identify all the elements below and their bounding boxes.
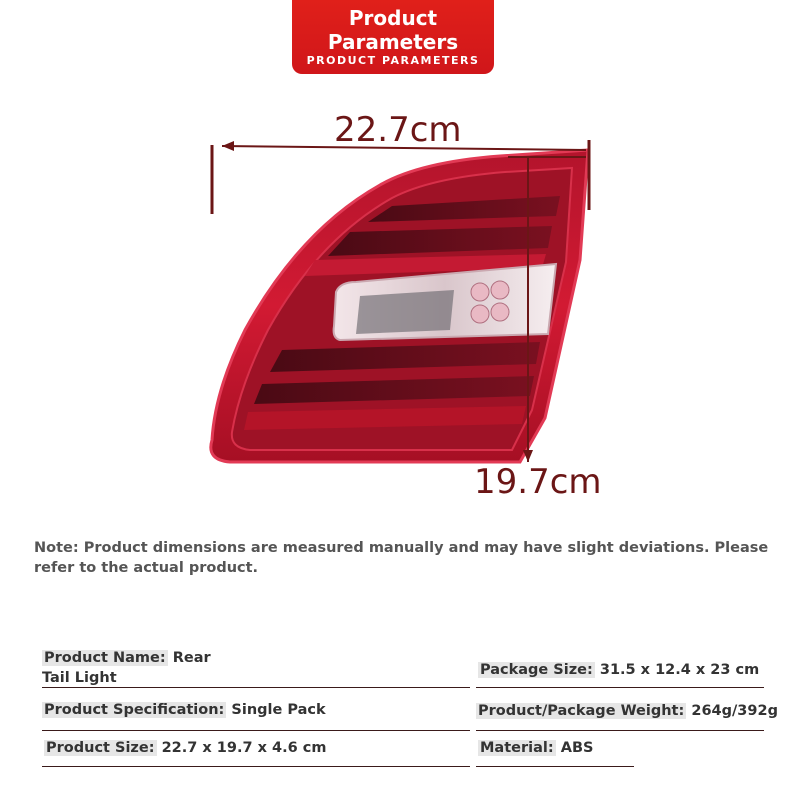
row-divider	[476, 766, 634, 767]
spec-product-size	[44, 738, 326, 758]
row-divider	[42, 766, 470, 767]
spec-label: Package Size:	[480, 662, 593, 678]
row-divider	[476, 687, 764, 688]
led-dot	[491, 281, 509, 299]
spec-label: Product/Package Weight:	[478, 703, 685, 719]
banner-title-line1: Product	[348, 6, 438, 30]
spec-product-name	[42, 648, 212, 688]
spec-material	[478, 738, 593, 758]
row-divider	[42, 730, 470, 731]
spec-value: ABS	[560, 740, 594, 756]
spec-value: Single Pack	[231, 702, 326, 718]
dimension-height-label: 19.7cm	[474, 462, 602, 502]
spec-value: 264g/392g	[691, 703, 778, 719]
banner-title-line2: Parameters	[327, 30, 459, 54]
spec-value: Rear Tail Light	[42, 650, 211, 686]
measurement-note: Note: Product dimensions are measured manually and may have slight deviations. Please refer to the actual product.	[34, 540, 769, 576]
led-dot	[491, 303, 509, 321]
spec-label: Material:	[480, 740, 554, 756]
spec-value: 31.5 x 12.4 x 23 cm	[599, 662, 760, 678]
spec-label: Product Size:	[46, 740, 155, 756]
spec-label: Product Name:	[44, 650, 166, 666]
specs-table	[0, 640, 800, 800]
rear-tail-light-image	[190, 100, 620, 520]
dimension-width-label: 22.7cm	[334, 110, 462, 150]
header-banner	[292, 0, 494, 74]
led-dot	[471, 305, 489, 323]
row-divider	[42, 687, 470, 688]
arrow-head-icon	[222, 141, 234, 151]
spec-weight	[476, 701, 778, 721]
banner-subtitle: PRODUCT PARAMETERS	[306, 54, 480, 67]
spec-package-size	[478, 660, 759, 680]
row-divider	[476, 730, 764, 731]
spec-value: 22.7 x 19.7 x 4.6 cm	[161, 740, 327, 756]
clear-lens-reflector	[356, 290, 454, 334]
spec-specification	[42, 700, 326, 720]
spec-label: Product Specification:	[44, 702, 225, 718]
led-dot	[471, 283, 489, 301]
